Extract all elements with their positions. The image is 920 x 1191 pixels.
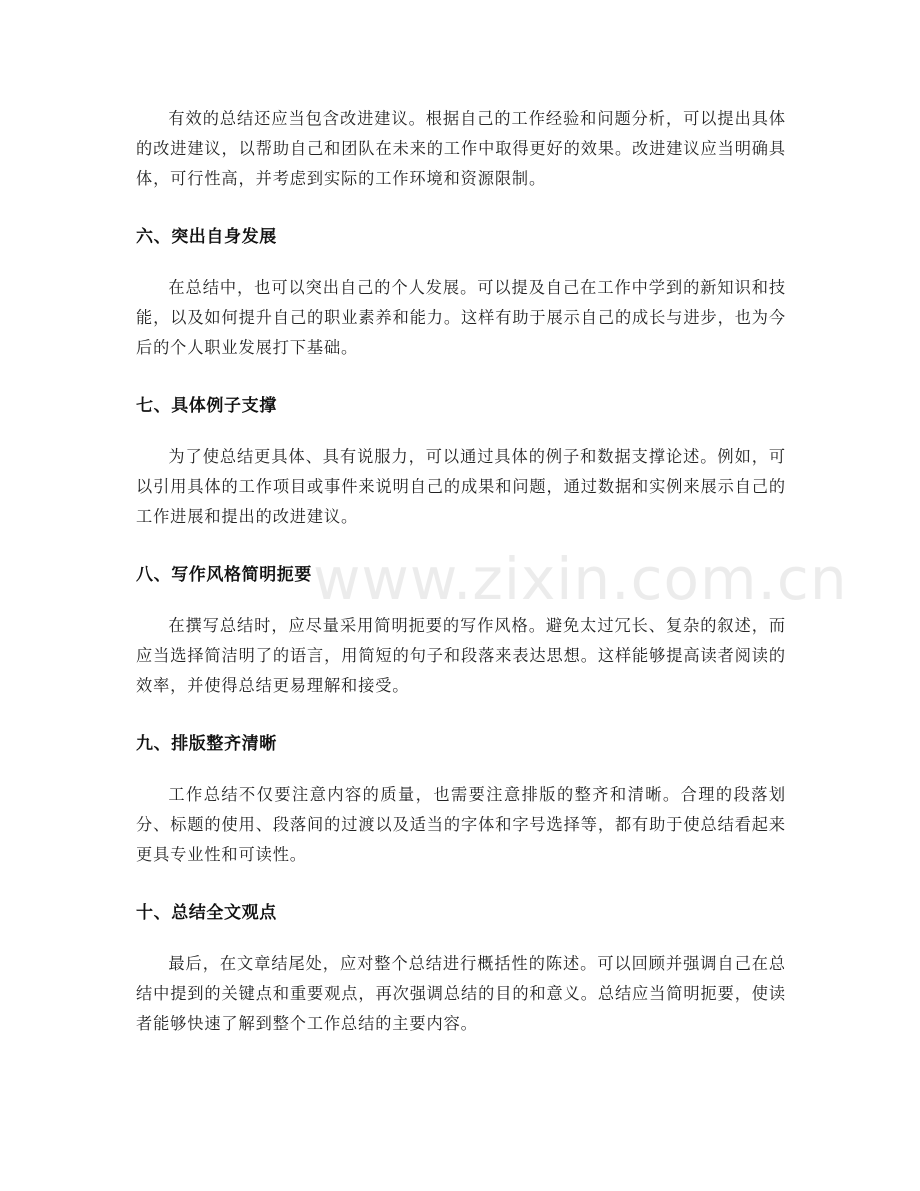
spacer: [136, 252, 786, 273]
section-paragraph-6: 在总结中，也可以突出自己的个人发展。可以提及自己在工作中学到的新知识和技能，以及如何提升自己的职业素养和能力。这样有助于展示自己的成长与进步，也为今后的个人职业发展打下基础。: [136, 278, 786, 357]
spacer: [136, 928, 786, 949]
spacer: [136, 421, 786, 442]
spacer: [136, 701, 786, 729]
spacer: [136, 532, 786, 560]
intro-paragraph: 有效的总结还应当包含改进建议。根据自己的工作经验和问题分析，可以提出具体的改进建议，以帮助自己和团队在未来的工作中取得更好的效果。改进建议应当明确具体，可行性高，并考虑到实际的工作环境和资源限制。: [136, 109, 786, 188]
section-heading-9: 九、排版整齐清晰: [136, 734, 277, 754]
watermark: www.zixin.com.cn: [313, 545, 848, 613]
section-paragraph-10: 最后，在文章结尾处，应对整个总结进行概括性的陈述。可以回顾并强调自己在总结中提到的关键点和重要观点，再次强调总结的目的和意义。总结应当简明扼要，使读者能够快速了解到整个工作总结的主要内容。: [136, 954, 786, 1033]
section-heading-10: 十、总结全文观点: [136, 903, 277, 923]
section-paragraph-7: 为了使总结更具体、具有说服力，可以通过具体的例子和数据支撑论述。例如，可以引用具体的工作项目或事件来说明自己的成果和问题，通过数据和实例来展示自己的工作进展和提出的改进建议。: [136, 447, 786, 526]
section-paragraph-8: 在撰写总结时，应尽量采用简明扼要的写作风格。避免太过冗长、复杂的叙述，而应当选择简洁明了的语言，用简短的句子和段落来表达思想。这样能够提高读者阅读的效率，并使得总结更易理解和接受。: [136, 616, 786, 695]
spacer: [136, 363, 786, 391]
section-heading-6: 六、突出自身发展: [136, 227, 277, 247]
section-heading-8: 八、写作风格简明扼要: [136, 565, 312, 585]
section-heading-7: 七、具体例子支撑: [136, 396, 277, 416]
spacer: [136, 870, 786, 898]
spacer: [136, 194, 786, 222]
spacer: [136, 759, 786, 780]
spacer: [136, 590, 786, 611]
document-body: [136, 104, 786, 1039]
section-paragraph-9: 工作总结不仅要注意内容的质量，也需要注意排版的整齐和清晰。合理的段落划分、标题的使用、段落间的过渡以及适当的字体和字号选择等，都有助于使总结看起来更具专业性和可读性。: [136, 785, 786, 864]
